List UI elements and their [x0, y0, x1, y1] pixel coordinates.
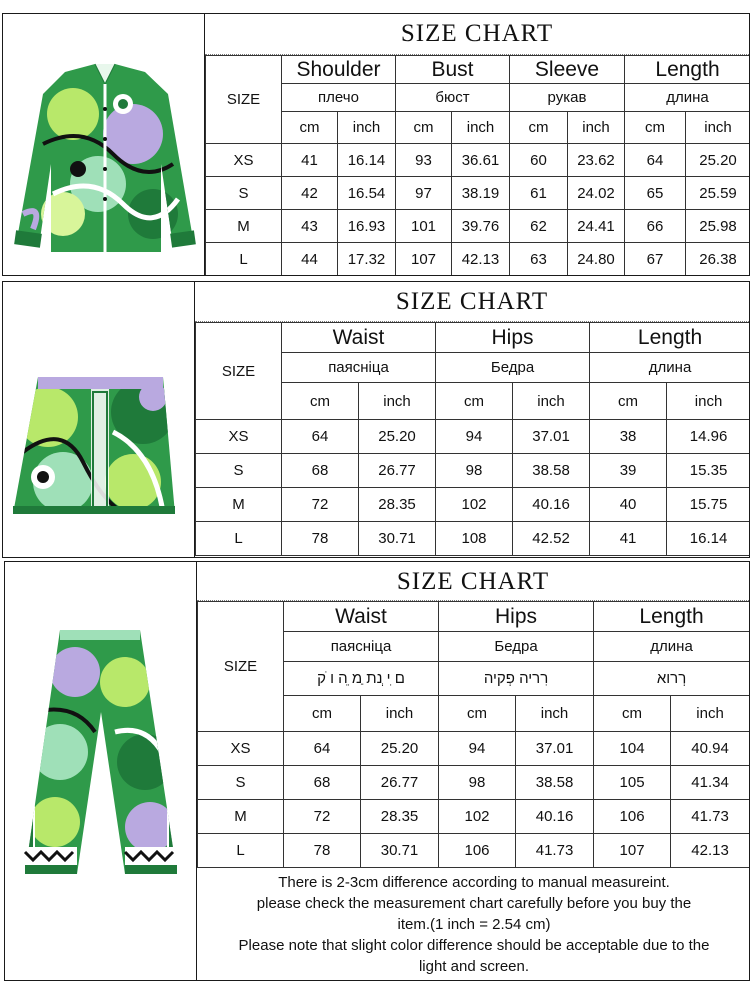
unit-inch: inch: [568, 112, 625, 144]
table-row: [198, 766, 750, 800]
unit-cm: cm: [284, 696, 361, 732]
value-inch-cell: 24.80: [568, 243, 625, 276]
value-cm-cell: 61: [510, 177, 568, 210]
value-inch-cell: 25.20: [361, 732, 439, 766]
shirt-size-panel: [2, 13, 750, 276]
length-subheader: длина: [590, 353, 750, 383]
unit-inch: inch: [359, 383, 436, 420]
value-inch-cell: 30.71: [361, 834, 439, 868]
value-cm-cell: 68: [284, 766, 361, 800]
value-cm-cell: 97: [396, 177, 452, 210]
value-cm-cell: 106: [439, 834, 516, 868]
unit-cm: cm: [396, 112, 452, 144]
value-inch-cell: 42.13: [452, 243, 510, 276]
unit-cm: cm: [282, 383, 359, 420]
value-inch-cell: 40.94: [671, 732, 750, 766]
pants-hem-pattern: [25, 847, 177, 874]
hips-header: Hips: [436, 323, 590, 353]
size-cell: S: [196, 454, 282, 488]
value-inch-cell: 16.14: [667, 522, 750, 556]
table-row: [196, 488, 750, 522]
value-inch-cell: 38.58: [513, 454, 590, 488]
unit-cm: cm: [510, 112, 568, 144]
value-cm-cell: 102: [436, 488, 513, 522]
value-cm-cell: 41: [590, 522, 667, 556]
unit-cm: cm: [625, 112, 686, 144]
unit-cm: cm: [439, 696, 516, 732]
size-cell: XS: [206, 144, 282, 177]
value-cm-cell: 106: [594, 800, 671, 834]
value-cm-cell: 78: [284, 834, 361, 868]
value-inch-cell: 39.76: [452, 210, 510, 243]
value-inch-cell: 16.14: [338, 144, 396, 177]
value-cm-cell: 64: [625, 144, 686, 177]
value-inch-cell: 25.59: [686, 177, 750, 210]
length-header: Length: [625, 56, 750, 84]
value-inch-cell: 16.54: [338, 177, 396, 210]
value-cm-cell: 39: [590, 454, 667, 488]
unit-cm: cm: [594, 696, 671, 732]
length-subheader: длина: [594, 632, 750, 662]
pants-illustration: [5, 562, 197, 981]
value-cm-cell: 94: [436, 420, 513, 454]
value-cm-cell: 43: [282, 210, 338, 243]
value-cm-cell: 40: [590, 488, 667, 522]
length-subheader: длина: [625, 84, 750, 112]
value-inch-cell: 15.75: [667, 488, 750, 522]
value-cm-cell: 41: [282, 144, 338, 177]
skirt-size-table: [195, 322, 750, 556]
value-inch-cell: 38.58: [516, 766, 594, 800]
pants-chart-title: SIZE CHART: [396, 568, 550, 595]
shoulder-subheader: плечо: [282, 84, 396, 112]
shirt-size-table: [205, 55, 750, 276]
unit-inch: inch: [516, 696, 594, 732]
value-inch-cell: 24.02: [568, 177, 625, 210]
value-inch-cell: 38.19: [452, 177, 510, 210]
value-inch-cell: 42.52: [513, 522, 590, 556]
waist-hebrew-label: ם ִי ְנת ַמ ֵה ו ֹק: [284, 662, 439, 696]
value-inch-cell: 40.16: [516, 800, 594, 834]
value-cm-cell: 64: [282, 420, 359, 454]
size-cell: XS: [196, 420, 282, 454]
value-cm-cell: 98: [436, 454, 513, 488]
value-cm-cell: 67: [625, 243, 686, 276]
table-row: [206, 177, 750, 210]
value-inch-cell: 30.71: [359, 522, 436, 556]
value-cm-cell: 42: [282, 177, 338, 210]
unit-inch: inch: [338, 112, 396, 144]
table-row: [206, 243, 750, 276]
shirt-product-image: [3, 14, 205, 276]
value-cm-cell: 72: [284, 800, 361, 834]
value-inch-cell: 15.35: [667, 454, 750, 488]
table-row: [198, 732, 750, 766]
value-inch-cell: 41.73: [671, 800, 750, 834]
unit-inch: inch: [361, 696, 439, 732]
unit-cm: cm: [436, 383, 513, 420]
value-inch-cell: 17.32: [338, 243, 396, 276]
hips-subheader: Бедра: [436, 353, 590, 383]
unit-inch: inch: [686, 112, 750, 144]
note-line: item.(1 inch = 2.54 cm): [397, 916, 551, 933]
size-header: SIZE: [198, 602, 284, 732]
value-inch-cell: 25.20: [686, 144, 750, 177]
value-cm-cell: 98: [439, 766, 516, 800]
value-cm-cell: 101: [396, 210, 452, 243]
value-cm-cell: 72: [282, 488, 359, 522]
size-cell: M: [206, 210, 282, 243]
value-cm-cell: 78: [282, 522, 359, 556]
size-cell: M: [198, 800, 284, 834]
length-header: Length: [590, 323, 750, 353]
value-inch-cell: 40.16: [513, 488, 590, 522]
value-cm-cell: 63: [510, 243, 568, 276]
pants-product-image: [5, 562, 197, 981]
unit-inch: inch: [452, 112, 510, 144]
bust-header: Bust: [396, 56, 510, 84]
value-cm-cell: 66: [625, 210, 686, 243]
waist-subheader: паясніца: [282, 353, 436, 383]
shirt-illustration: [3, 14, 205, 276]
unit-cm: cm: [590, 383, 667, 420]
length-hebrew-label: רְרוא: [594, 662, 750, 696]
skirt-illustration: [3, 282, 195, 558]
value-cm-cell: 94: [439, 732, 516, 766]
skirt-product-image: [3, 282, 195, 558]
value-inch-cell: 42.13: [671, 834, 750, 868]
value-cm-cell: 107: [396, 243, 452, 276]
table-row: [196, 420, 750, 454]
table-row: [196, 454, 750, 488]
value-cm-cell: 64: [284, 732, 361, 766]
value-cm-cell: 102: [439, 800, 516, 834]
table-row: [206, 144, 750, 177]
size-header: SIZE: [206, 56, 282, 144]
table-row: [198, 834, 750, 868]
unit-inch: inch: [667, 383, 750, 420]
pants-size-panel: [4, 561, 750, 981]
value-inch-cell: 37.01: [516, 732, 594, 766]
note-line: light and screen.: [418, 958, 530, 975]
waist-header: Waist: [282, 323, 436, 353]
value-cm-cell: 93: [396, 144, 452, 177]
value-cm-cell: 105: [594, 766, 671, 800]
value-cm-cell: 104: [594, 732, 671, 766]
shirt-chart-title: SIZE CHART: [400, 20, 554, 47]
value-cm-cell: 60: [510, 144, 568, 177]
value-cm-cell: 65: [625, 177, 686, 210]
sleeve-header: Sleeve: [510, 56, 625, 84]
size-cell: S: [206, 177, 282, 210]
waist-header: Waist: [284, 602, 439, 632]
value-inch-cell: 36.61: [452, 144, 510, 177]
sleeve-subheader: рукав: [510, 84, 625, 112]
hips-header: Hips: [439, 602, 594, 632]
size-cell: L: [198, 834, 284, 868]
pants-size-table: [197, 601, 750, 868]
value-cm-cell: 107: [594, 834, 671, 868]
table-row: [198, 800, 750, 834]
length-header: Length: [594, 602, 750, 632]
value-inch-cell: 37.01: [513, 420, 590, 454]
value-inch-cell: 41.34: [671, 766, 750, 800]
value-inch-cell: 28.35: [359, 488, 436, 522]
size-cell: S: [198, 766, 284, 800]
value-inch-cell: 41.73: [516, 834, 594, 868]
value-inch-cell: 26.38: [686, 243, 750, 276]
skirt-size-panel: [2, 281, 750, 558]
size-cell: L: [206, 243, 282, 276]
value-cm-cell: 108: [436, 522, 513, 556]
value-cm-cell: 62: [510, 210, 568, 243]
value-inch-cell: 25.20: [359, 420, 436, 454]
size-cell: M: [196, 488, 282, 522]
value-cm-cell: 38: [590, 420, 667, 454]
size-cell: XS: [198, 732, 284, 766]
bust-subheader: бюст: [396, 84, 510, 112]
value-inch-cell: 28.35: [361, 800, 439, 834]
measurement-notes: [197, 872, 750, 977]
shoulder-header: Shoulder: [282, 56, 396, 84]
value-inch-cell: 14.96: [667, 420, 750, 454]
hips-hebrew-label: רִריה פְקיה: [439, 662, 594, 696]
size-header: SIZE: [196, 323, 282, 420]
table-row: [196, 522, 750, 556]
size-cell: L: [196, 522, 282, 556]
unit-inch: inch: [671, 696, 750, 732]
table-row: [206, 210, 750, 243]
unit-cm: cm: [282, 112, 338, 144]
value-inch-cell: 16.93: [338, 210, 396, 243]
value-inch-cell: 24.41: [568, 210, 625, 243]
unit-inch: inch: [513, 383, 590, 420]
waist-subheader: паясніца: [284, 632, 439, 662]
value-inch-cell: 23.62: [568, 144, 625, 177]
note-line: There is 2-3cm difference according to manual measurei‌‍nt.: [278, 874, 670, 891]
skirt-chart-title: SIZE CHART: [395, 288, 549, 315]
note-line: Please note that slight color difference should be acceptable due to the: [238, 937, 710, 954]
value-inch-cell: 25.98: [686, 210, 750, 243]
value-inch-cell: 26.77: [361, 766, 439, 800]
value-inch-cell: 26.77: [359, 454, 436, 488]
value-cm-cell: 44: [282, 243, 338, 276]
value-cm-cell: 68: [282, 454, 359, 488]
hips-subheader: Бедра: [439, 632, 594, 662]
note-line: please check the measurement chart carefully before you buy the: [256, 895, 692, 912]
